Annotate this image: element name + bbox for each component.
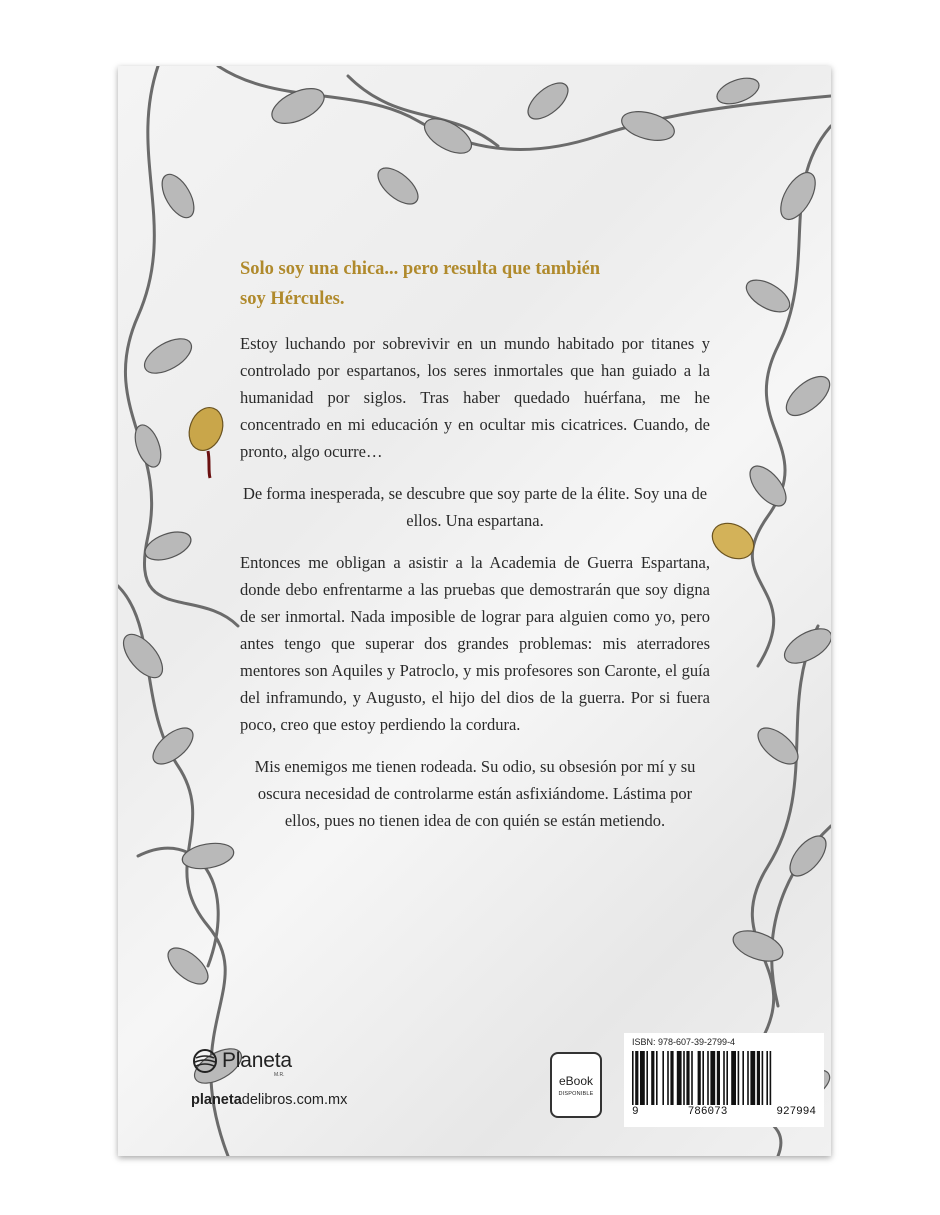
barcode-digits (632, 1106, 816, 1118)
synopsis-paragraph-1: Estoy luchando por sobrevivir en un mundo habitado por titanes y controlado por espartanos, los seres inmortales que han guiado a la humanidad por siglos. Tras haber quedado huérfana, me he concentrado en mi educación y en ocultar mis cicatrices. Cuando, de pronto, algo ocurre… (240, 334, 710, 461)
barcode-digits-right: 927994 (776, 1106, 816, 1118)
planeta-globe-icon (192, 1048, 218, 1074)
publisher-name: Planeta (222, 1049, 292, 1072)
ebook-available-label: DISPONIBLE (558, 1090, 594, 1097)
book-back-cover (118, 66, 831, 1156)
tagline-line-2: soy Hércules. (240, 289, 345, 309)
publisher-website (191, 1092, 347, 1108)
rose-bud-left (183, 403, 228, 478)
website-rest-part: delibros.com.mx (241, 1092, 348, 1108)
tagline (240, 254, 710, 314)
barcode-digit-first: 9 (632, 1106, 639, 1118)
publisher-trademark: M.R. (274, 1072, 285, 1078)
synopsis-paragraph-4: Mis enemigos me tienen rodeada. Su odio, su obsesión por mí y su oscura necesidad de controlarme están asfixiándome. Lástima por ellos, pues no tienen idea de con quién se están metiendo. (254, 757, 696, 830)
tagline-line-1: Solo soy una chica... pero resulta que también (240, 259, 601, 279)
ebook-label: eBook (558, 1073, 594, 1088)
synopsis-paragraph-2: De forma inesperada, se descubre que soy parte de la élite. Soy una de ellos. Una espartana. (242, 484, 708, 530)
publisher-logo (192, 1048, 292, 1078)
isbn-barcode (624, 1033, 824, 1127)
barcode-digits-left: 786073 (687, 1106, 728, 1118)
synopsis (240, 254, 710, 849)
barcode-bars (632, 1051, 816, 1107)
ebook-available-badge (550, 1052, 602, 1118)
synopsis-paragraph-3: Entonces me obligan a asistir a la Academia de Guerra Espartana, donde debo enfrentarme a las pruebas que demostrarán que soy digna de ser inmortal. Nada imposible de lograr para alguien como yo, pero antes tengo que superar dos grandes problemas: mis aterradores mentores son Aquiles y Patroclo, y mis profesores son Caronte, el guía del inframundo, y Augusto, el hijo del dios de la guerra. Por si fuera poco, creo que estoy perdiendo la cordura. (240, 553, 710, 734)
isbn-text: ISBN: 978-607-39-2799-4 (632, 1037, 736, 1047)
website-bold-part: planeta (191, 1092, 242, 1108)
